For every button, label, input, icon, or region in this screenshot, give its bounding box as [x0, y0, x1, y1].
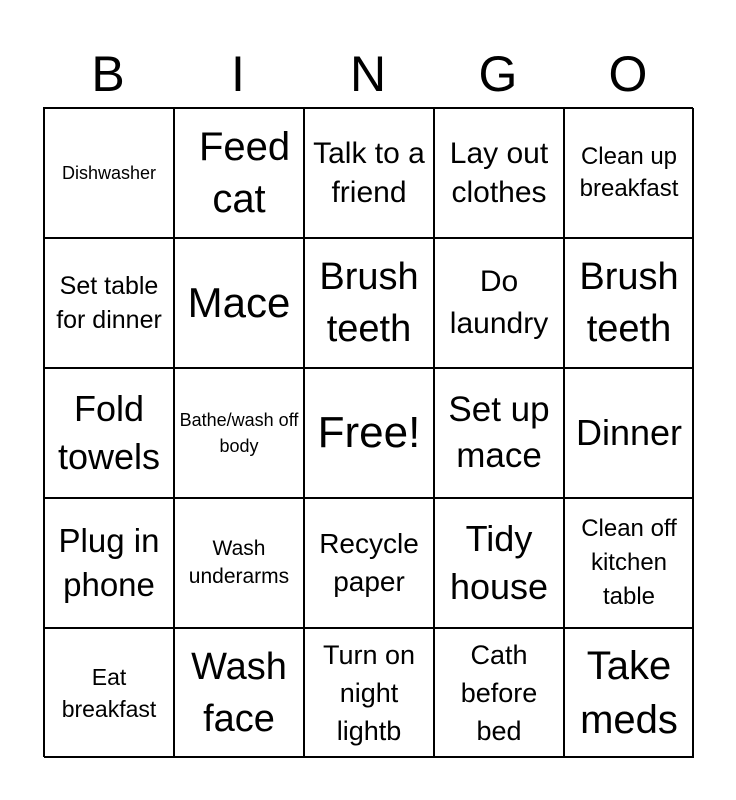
- cell-label: Set table for dinner: [56, 272, 162, 334]
- cell-label: Cath before bed: [460, 640, 538, 746]
- cell-label: Mace: [187, 279, 291, 326]
- bingo-cell[interactable]: [434, 368, 564, 498]
- cell-label: Do laundry: [449, 265, 549, 340]
- bingo-cell[interactable]: [174, 108, 304, 238]
- header-letter-g: G: [478, 46, 518, 102]
- cell-label: Clean off kitchen table: [581, 515, 677, 610]
- cell-label: Wash face: [191, 646, 287, 740]
- bingo-cell[interactable]: [564, 108, 694, 238]
- bingo-cell[interactable]: [44, 628, 174, 758]
- cell-label: Lay out clothes: [449, 137, 549, 209]
- bingo-cell[interactable]: [44, 498, 174, 628]
- bingo-cell[interactable]: [434, 498, 564, 628]
- cell-label: Dinner: [575, 412, 683, 453]
- header-letter-n: N: [349, 46, 387, 102]
- cell-label: Bathe/wash off body: [179, 410, 299, 456]
- bingo-cell[interactable]: [44, 368, 174, 498]
- bingo-cell[interactable]: [44, 108, 174, 238]
- cell-label: Wash underarms: [188, 537, 290, 588]
- cell-label: Turn on night lightb: [322, 640, 416, 746]
- cell-label: Fold towels: [57, 388, 161, 477]
- cell-label: Plug in phone: [58, 522, 160, 603]
- bingo-cell[interactable]: [564, 628, 694, 758]
- cell-label: Dishwasher: [61, 163, 157, 183]
- bingo-header: [43, 40, 693, 108]
- cell-label: Take meds: [580, 644, 678, 742]
- bingo-cell[interactable]: [304, 628, 434, 758]
- bingo-cell[interactable]: [304, 368, 434, 498]
- bingo-cell[interactable]: [304, 498, 434, 628]
- bingo-cell[interactable]: [564, 368, 694, 498]
- bingo-cell[interactable]: [564, 238, 694, 368]
- bingo-cell[interactable]: [174, 498, 304, 628]
- bingo-cell[interactable]: [304, 108, 434, 238]
- bingo-cell[interactable]: [174, 628, 304, 758]
- bingo-cell[interactable]: [44, 238, 174, 368]
- cell-label: Brush teeth: [579, 256, 679, 350]
- cell-label: Tidy house: [449, 518, 549, 607]
- cell-label: Set up mace: [448, 390, 550, 475]
- cell-label: Recycle paper: [319, 528, 419, 597]
- bingo-cell[interactable]: [434, 628, 564, 758]
- bingo-cell[interactable]: [174, 238, 304, 368]
- cell-label: Clean up breakfast: [579, 143, 679, 202]
- header-letter-o: O: [608, 46, 648, 102]
- cell-label: Feed cat: [199, 125, 291, 221]
- cell-label: Eat breakfast: [61, 664, 157, 722]
- header-letter-b: B: [91, 46, 125, 102]
- cell-label: Brush teeth: [319, 256, 419, 350]
- bingo-cell[interactable]: [174, 368, 304, 498]
- bingo-cell[interactable]: [564, 498, 694, 628]
- bingo-cell[interactable]: [434, 108, 564, 238]
- bingo-cell[interactable]: [304, 238, 434, 368]
- bingo-card: [43, 107, 693, 757]
- cell-label: Free!: [317, 408, 421, 457]
- cell-label: Talk to a friend: [313, 137, 425, 209]
- bingo-cell[interactable]: [434, 238, 564, 368]
- header-letter-i: I: [231, 46, 245, 102]
